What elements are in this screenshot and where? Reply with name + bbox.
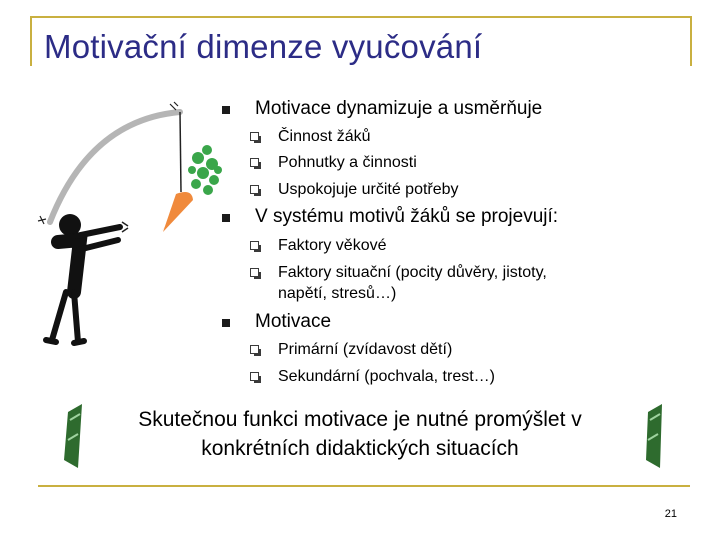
square-bullet-icon [222,106,230,114]
conclusion-line-2: konkrétních didaktických situacích [201,437,519,460]
carrot-string [180,112,181,192]
hollow-square-bullet-icon [250,372,259,381]
square-bullet-icon [222,319,230,327]
stick-figure [46,214,120,343]
page-number: 21 [664,508,677,520]
sub-bullet-text: Pohnutky a činnosti [278,154,417,171]
square-bullet-icon [222,214,230,222]
bullet-text: Motivace [255,311,332,332]
hollow-square-bullet-icon [250,241,259,250]
bullet-text: V systému motivů žáků se projevují: [255,206,559,227]
stick-arc [50,112,180,222]
hollow-square-bullet-icon [250,158,259,167]
green-slanted-ribbon-icon-right [646,404,662,468]
hollow-square-bullet-icon [250,268,259,277]
sub-bullet-text: Uspokojuje určité potřeby [278,181,459,198]
slide-title: Motivační dimenze vyučování [44,28,483,65]
carrot-leaves [188,145,222,195]
sub-bullet-text: Sekundární (pochvala, trest…) [278,368,495,385]
conclusion-line-1: Skutečnou funkci motivace je nutné promýšlet v [138,408,582,431]
hollow-square-bullet-icon [250,345,259,354]
stick-tip-mark [170,102,178,110]
hollow-square-bullet-icon [250,185,259,194]
sub-bullet-text: Faktory věkové [278,237,387,254]
bullet-text: Motivace dynamizuje a usměrňuje [255,98,543,119]
sub-bullet-text: napětí, stresů…) [278,285,397,302]
green-slanted-ribbon-icon-left [64,404,82,468]
hollow-square-bullet-icon [250,132,259,141]
sub-bullet-text: Faktory situační (pocity důvěry, jistoty, [278,264,547,281]
sub-bullet-text: Primární (zvídavost dětí) [278,341,453,358]
sub-bullet-text: Činnost žáků [278,128,371,145]
footer-line [38,485,690,487]
conclusion-text [90,405,630,463]
